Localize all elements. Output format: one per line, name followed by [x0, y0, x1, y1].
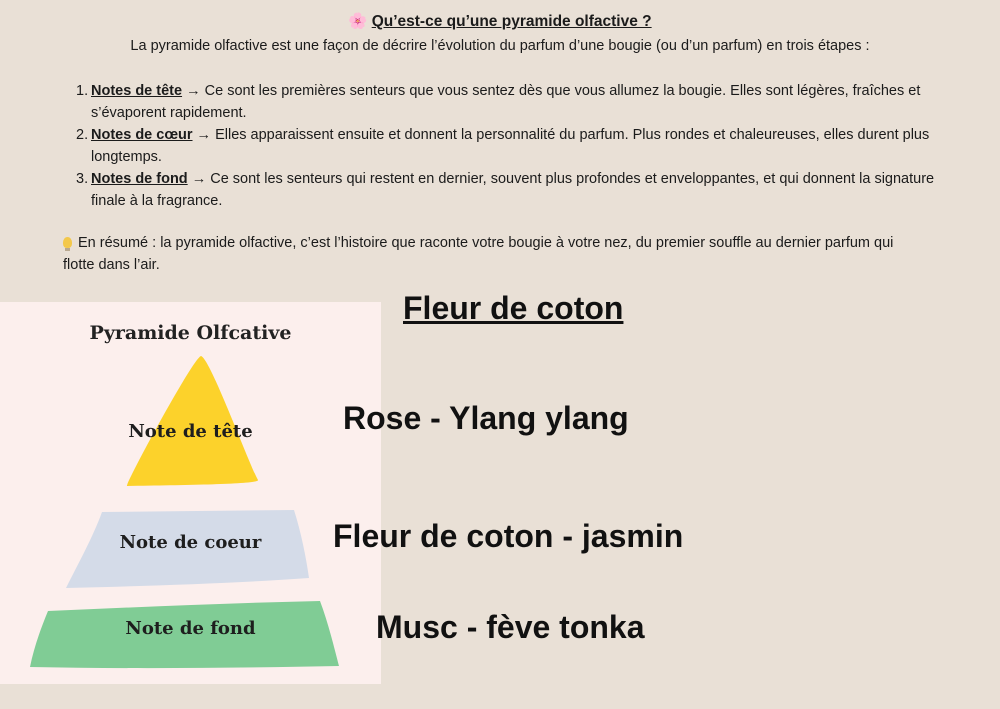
pyramid-illustration — [0, 302, 381, 684]
summary-text: En résumé : la pyramide olfactive, c’est l’histoire que raconte votre bougie à votre nez, du premier souffle au dernier parfum qui flotte dans l’air. — [63, 235, 894, 273]
tier-label-coeur: Note de coeur — [119, 532, 262, 553]
flower-icon: 🌸 — [348, 13, 368, 30]
tete-notes-value: Rose - Ylang ylang — [343, 400, 629, 436]
note-item-tete — [76, 80, 936, 124]
heading-text: Qu’est-ce qu’une pyramide olfactive ? — [371, 13, 652, 30]
note-body — [91, 80, 936, 124]
note-item-fond — [76, 168, 936, 212]
coeur-notes-value: Fleur de coton - jasmin — [333, 518, 684, 554]
note-item-coeur — [76, 124, 936, 168]
perfume-name: Fleur de coton — [403, 290, 624, 326]
fond-notes-value: Musc - fève tonka — [376, 609, 645, 645]
note-number: 2. — [76, 127, 89, 143]
tier-label-tete: Note de tête — [128, 421, 253, 442]
tier-label-fond: Note de fond — [125, 618, 256, 639]
note-term: Notes de tête — [91, 83, 183, 99]
note-term: Notes de fond — [91, 171, 188, 187]
summary-paragraph — [63, 232, 913, 276]
notes-list — [76, 80, 936, 212]
note-number: 3. — [76, 171, 89, 187]
note-number: 1. — [76, 83, 89, 99]
note-body — [91, 124, 936, 168]
note-text: Ce sont les senteurs qui restent en dernier, souvent plus profondes et enveloppantes, et qui donnent la signature finale à la fragrance. — [91, 171, 935, 209]
lightbulb-icon — [63, 237, 72, 248]
arrow-icon: → — [182, 83, 205, 99]
note-text: Elles apparaissent ensuite et donnent la personnalité du parfum. Plus rondes et chaleureuses, elles durent plus longtemps. — [91, 127, 930, 165]
note-term: Notes de cœur — [91, 127, 193, 143]
pyramid-title: Pyramide Olfcative — [89, 322, 292, 344]
arrow-icon: → — [192, 127, 216, 143]
note-body — [91, 168, 936, 212]
intro-lead: La pyramide olfactive est une façon de décrire l’évolution du parfum d’une bougie (ou d’un parfum) en trois étapes : — [130, 38, 870, 54]
note-text: Ce sont les premières senteurs que vous sentez dès que vous allumez la bougie. Elles sont légères, fraîches et s’évaporent rapidement. — [91, 83, 921, 121]
arrow-icon: → — [187, 171, 211, 187]
intro-heading — [0, 12, 1000, 31]
